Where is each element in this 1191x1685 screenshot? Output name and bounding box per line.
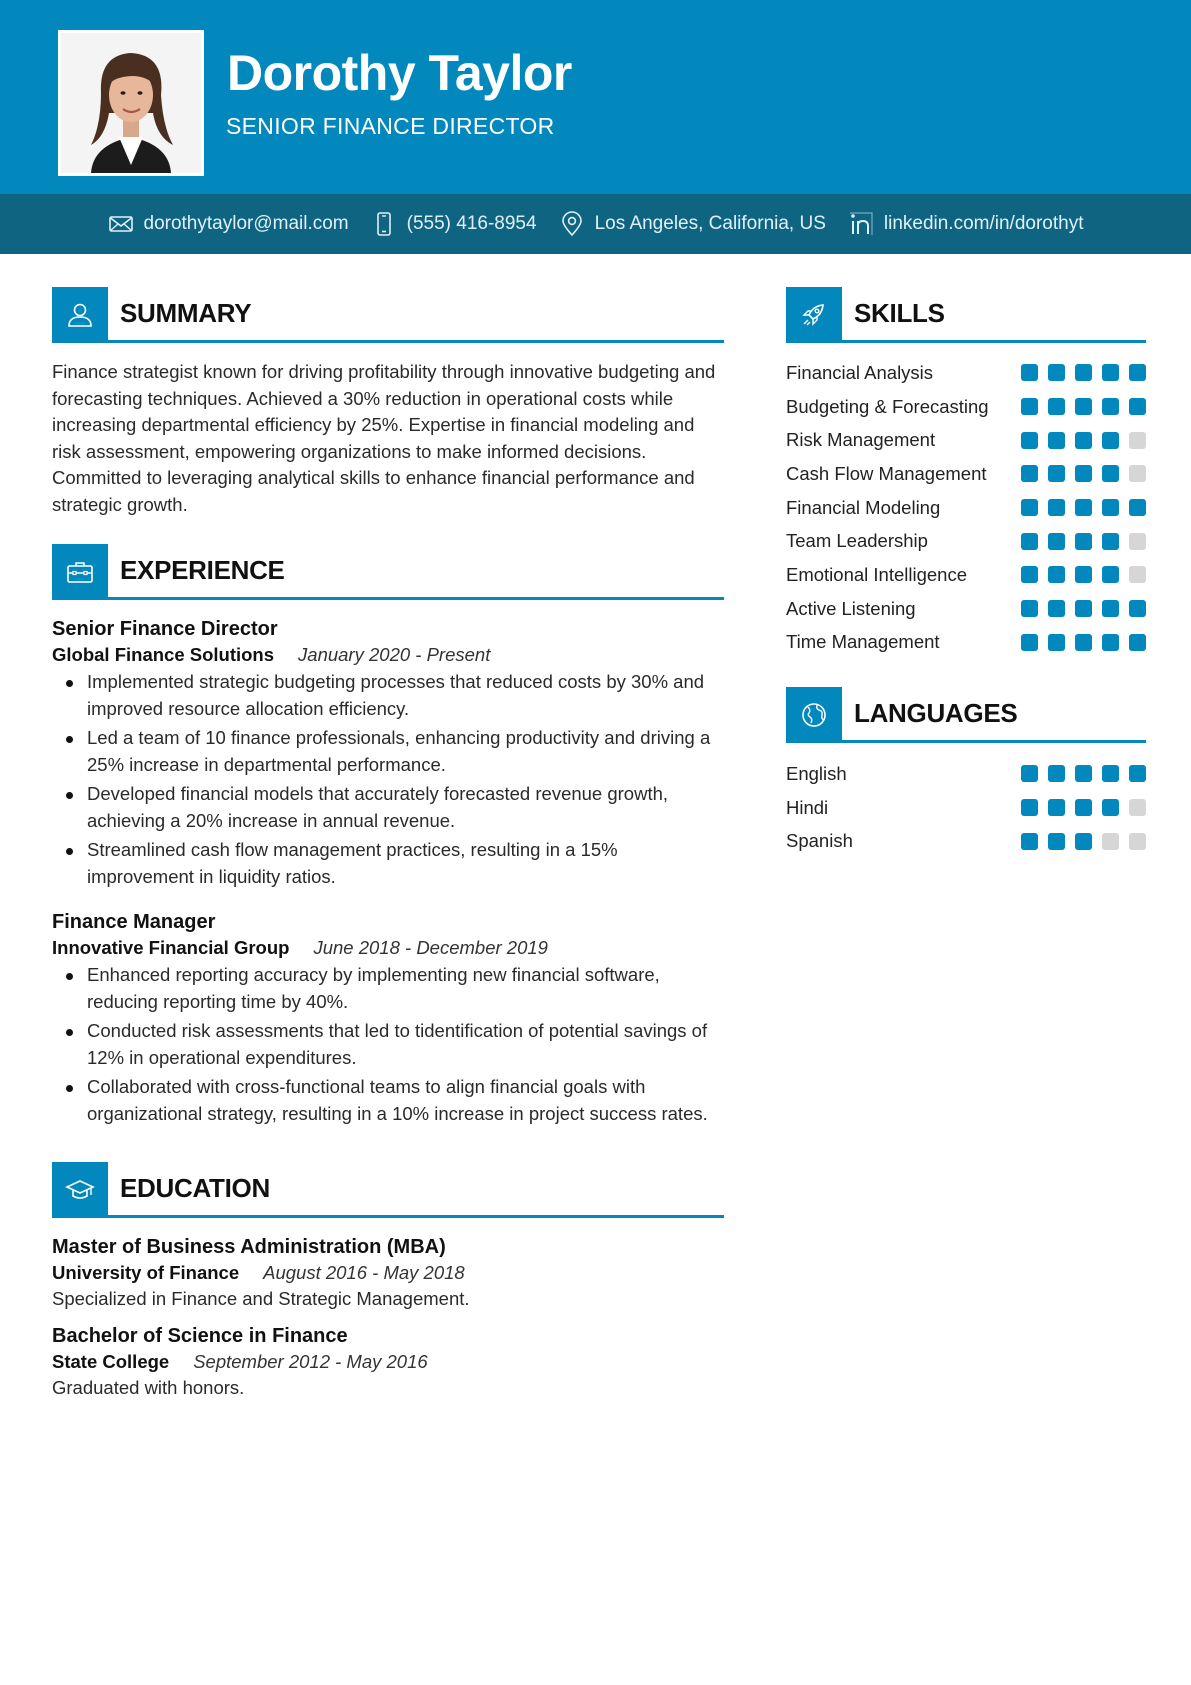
- skill-row: [786, 457, 1146, 491]
- language-name: Hindi: [786, 796, 829, 818]
- skill-name: Financial Analysis: [786, 361, 934, 383]
- experience-heading: [52, 544, 724, 600]
- language-rating: [1021, 833, 1146, 850]
- rating-dot-filled: [1048, 566, 1065, 583]
- rating-dot-filled: [1102, 499, 1119, 516]
- language-row: [786, 791, 1146, 825]
- job-role: Finance Manager: [52, 911, 216, 933]
- rating-dot-empty: [1129, 533, 1146, 550]
- contact-linkedin-text: linkedin.com/in/dorothyt: [883, 213, 1084, 234]
- rating-dot-filled: [1021, 533, 1038, 550]
- skill-rating: [1021, 600, 1146, 617]
- contact-location: [559, 211, 826, 237]
- skill-row: [786, 626, 1146, 660]
- rating-dot-filled: [1075, 499, 1092, 516]
- skill-rating: [1021, 364, 1146, 381]
- rating-dot-filled: [1129, 634, 1146, 651]
- experience-icon-box: [52, 544, 108, 600]
- education-degree: Master of Business Administration (MBA): [52, 1236, 446, 1258]
- rating-dot-filled: [1102, 634, 1119, 651]
- education-school: State College: [52, 1351, 170, 1372]
- rating-dot-filled: [1021, 799, 1038, 816]
- mail-icon: [108, 211, 134, 237]
- resume-header: [0, 0, 1191, 194]
- rating-dot-filled: [1048, 499, 1065, 516]
- language-rating: [1021, 799, 1146, 816]
- summary-heading-label: SUMMARY: [120, 298, 252, 328]
- job-bullet: Developed financial models that accurately forecasted revenue growth, achieving a 20% increase in annual revenue.: [52, 781, 724, 834]
- rating-dot-filled: [1102, 398, 1119, 415]
- rating-dot-filled: [1021, 600, 1038, 617]
- rating-dot-filled: [1102, 600, 1119, 617]
- contact-linkedin[interactable]: [848, 211, 1084, 237]
- contact-email-text: dorothytaylor@mail.com: [143, 213, 349, 234]
- skills-heading: [786, 287, 1146, 343]
- rating-dot-filled: [1048, 600, 1065, 617]
- languages-icon-box: [786, 687, 842, 743]
- job-bullet: Implemented strategic budgeting processes that reduced costs by 30% and improved resource allocation efficiency.: [52, 669, 724, 722]
- rating-dot-filled: [1048, 533, 1065, 550]
- rating-dot-filled: [1129, 499, 1146, 516]
- languages-heading: [786, 687, 1146, 743]
- education-school-line: [52, 1260, 724, 1286]
- skill-rating: [1021, 533, 1146, 550]
- rating-dot-filled: [1129, 600, 1146, 617]
- job-company-line: [52, 642, 724, 668]
- skill-name: Emotional Intelligence: [786, 563, 967, 585]
- skill-name: Budgeting & Forecasting: [786, 395, 989, 417]
- education-icon-box: [52, 1162, 108, 1218]
- job-entry-2: [52, 909, 724, 1130]
- profile-photo: [58, 30, 204, 176]
- rating-dot-filled: [1075, 600, 1092, 617]
- rating-dot-filled: [1048, 465, 1065, 482]
- globe-icon: [799, 700, 829, 730]
- briefcase-icon: [65, 557, 95, 587]
- rating-dot-filled: [1075, 765, 1092, 782]
- rating-dot-filled: [1102, 465, 1119, 482]
- education-detail: Graduated with honors.: [52, 1377, 245, 1398]
- skill-rating: [1021, 398, 1146, 415]
- skill-row: [786, 423, 1146, 457]
- job-bullet: Conducted risk assessments that led to tidentification of potential savings of 12% in operational expenditures.: [52, 1018, 724, 1071]
- rating-dot-filled: [1048, 833, 1065, 850]
- rating-dot-filled: [1129, 398, 1146, 415]
- linkedin-icon: [848, 211, 874, 237]
- phone-icon: [371, 211, 397, 237]
- candidate-name: Dorothy Taylor: [227, 45, 572, 101]
- rating-dot-filled: [1048, 364, 1065, 381]
- education-detail: Specialized in Finance and Strategic Management.: [52, 1288, 470, 1309]
- summary-icon-box: [52, 287, 108, 343]
- job-bullet: Led a team of 10 finance professionals, enhancing productivity and driving a 25% increase in departmental performance.: [52, 725, 724, 778]
- language-row: [786, 824, 1146, 858]
- education-dates: September 2012 - May 2016: [193, 1351, 428, 1372]
- skills-icon-box: [786, 287, 842, 343]
- job-company-line: [52, 935, 724, 961]
- user-icon: [65, 300, 95, 330]
- rating-dot-filled: [1021, 765, 1038, 782]
- rating-dot-filled: [1048, 799, 1065, 816]
- rating-dot-filled: [1021, 398, 1038, 415]
- rating-dot-filled: [1075, 364, 1092, 381]
- skill-row: [786, 491, 1146, 525]
- summary-section: [52, 359, 724, 518]
- contact-email[interactable]: [108, 211, 349, 237]
- skills-list: [786, 356, 1146, 659]
- rating-dot-filled: [1102, 566, 1119, 583]
- rating-dot-filled: [1021, 634, 1038, 651]
- skill-row: [786, 524, 1146, 558]
- contact-bar: [0, 194, 1191, 254]
- rating-dot-filled: [1075, 799, 1092, 816]
- rating-dot-filled: [1129, 765, 1146, 782]
- rating-dot-filled: [1102, 799, 1119, 816]
- skill-row: [786, 558, 1146, 592]
- contact-phone-text: (555) 416-8954: [406, 213, 537, 234]
- rating-dot-filled: [1075, 398, 1092, 415]
- candidate-title: SENIOR FINANCE DIRECTOR: [226, 113, 555, 139]
- job-entry-1: [52, 616, 724, 893]
- rating-dot-filled: [1102, 432, 1119, 449]
- skill-name: Financial Modeling: [786, 496, 941, 518]
- rating-dot-empty: [1129, 799, 1146, 816]
- skill-rating: [1021, 566, 1146, 583]
- rating-dot-empty: [1102, 833, 1119, 850]
- rating-dot-filled: [1021, 432, 1038, 449]
- profile-photo-illustration: [61, 33, 201, 173]
- job-dates: June 2018 - December 2019: [313, 937, 548, 958]
- location-pin-icon: [559, 211, 585, 237]
- skill-row: [786, 356, 1146, 390]
- languages-list: [786, 757, 1146, 858]
- rating-dot-empty: [1129, 566, 1146, 583]
- rating-dot-filled: [1021, 833, 1038, 850]
- contact-phone[interactable]: [371, 211, 537, 237]
- job-bullet: Streamlined cash flow management practices, resulting in a 15% improvement in liquidity ratios.: [52, 837, 724, 890]
- contact-location-text: Los Angeles, California, US: [594, 213, 826, 234]
- rating-dot-empty: [1129, 833, 1146, 850]
- education-entry-1: [52, 1234, 724, 1312]
- rating-dot-filled: [1075, 533, 1092, 550]
- rating-dot-filled: [1048, 398, 1065, 415]
- job-company: Innovative Financial Group: [52, 937, 290, 958]
- rating-dot-filled: [1021, 566, 1038, 583]
- job-role: Senior Finance Director: [52, 618, 278, 640]
- rating-dot-filled: [1075, 432, 1092, 449]
- education-school-line: [52, 1349, 724, 1375]
- rating-dot-filled: [1048, 634, 1065, 651]
- rating-dot-filled: [1075, 833, 1092, 850]
- skill-name: Risk Management: [786, 429, 936, 451]
- education-heading-label: EDUCATION: [120, 1173, 270, 1203]
- summary-heading: [52, 287, 724, 343]
- rating-dot-filled: [1075, 566, 1092, 583]
- language-name: Spanish: [786, 830, 853, 852]
- rating-dot-empty: [1129, 432, 1146, 449]
- skill-rating: [1021, 432, 1146, 449]
- experience-heading-label: EXPERIENCE: [120, 555, 285, 585]
- education-entry-2: [52, 1323, 724, 1401]
- education-heading: [52, 1162, 724, 1218]
- rating-dot-filled: [1102, 533, 1119, 550]
- graduation-cap-icon: [65, 1175, 95, 1205]
- language-rating: [1021, 765, 1146, 782]
- skill-rating: [1021, 634, 1146, 651]
- job-company: Global Finance Solutions: [52, 644, 275, 665]
- rocket-icon: [799, 300, 829, 330]
- rating-dot-filled: [1021, 499, 1038, 516]
- rating-dot-filled: [1102, 765, 1119, 782]
- skill-name: Team Leadership: [786, 530, 928, 552]
- rating-dot-filled: [1075, 634, 1092, 651]
- languages-heading-label: LANGUAGES: [854, 698, 1018, 728]
- rating-dot-filled: [1048, 765, 1065, 782]
- skill-name: Cash Flow Management: [786, 462, 987, 484]
- language-row: [786, 757, 1146, 791]
- rating-dot-filled: [1021, 364, 1038, 381]
- skill-row: [786, 390, 1146, 424]
- skill-rating: [1021, 499, 1146, 516]
- skill-row: [786, 592, 1146, 626]
- job-dates: January 2020 - Present: [298, 644, 491, 665]
- skill-rating: [1021, 465, 1146, 482]
- skills-heading-label: SKILLS: [854, 298, 945, 328]
- summary-text: Finance strategist known for driving profitability through innovative budgeting and forecasting techniques. Achieved a 30% reduction in operational costs while increasing departmental efficiency by 25%. Expertise in financial modeling and risk assessment, empowering organizations to make informed decisions. Committed to leveraging analytical skills to enhance financial performance and strategic growth.: [52, 361, 716, 515]
- rating-dot-filled: [1075, 465, 1092, 482]
- language-name: English: [786, 762, 847, 784]
- job-bullet: Enhanced reporting accuracy by implementing new financial software, reducing reporting time by 40%.: [52, 962, 724, 1015]
- job-bullets: [52, 669, 724, 890]
- rating-dot-filled: [1048, 432, 1065, 449]
- rating-dot-empty: [1129, 465, 1146, 482]
- education-degree: Bachelor of Science in Finance: [52, 1325, 348, 1347]
- rating-dot-filled: [1129, 364, 1146, 381]
- education-dates: August 2016 - May 2018: [263, 1262, 465, 1283]
- rating-dot-filled: [1102, 364, 1119, 381]
- education-school: University of Finance: [52, 1262, 240, 1283]
- job-bullets: [52, 962, 724, 1127]
- job-bullet: Collaborated with cross-functional teams to align financial goals with organizational strategy, resulting in a 10% increase in project success rates.: [52, 1074, 724, 1127]
- skill-name: Time Management: [786, 631, 940, 653]
- rating-dot-filled: [1021, 465, 1038, 482]
- skill-name: Active Listening: [786, 597, 916, 619]
